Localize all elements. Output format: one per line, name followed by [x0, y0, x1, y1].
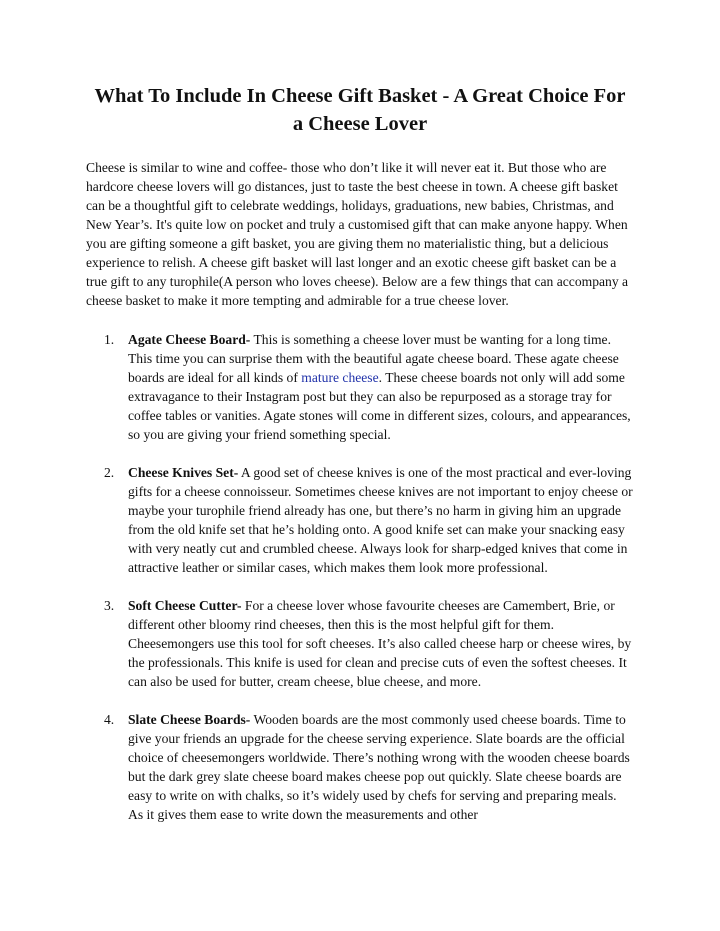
list-item-number: 1. [104, 332, 115, 347]
list-item-heading: Soft Cheese Cutter- [128, 598, 242, 613]
mature-cheese-link[interactable]: mature cheese [301, 370, 379, 385]
list-item-agate-cheese-board [86, 330, 634, 444]
list-item-soft-cheese-cutter [86, 596, 634, 691]
list-item-number: 3. [104, 598, 115, 613]
list-item-text: For a cheese lover whose favourite cheeses are Camembert, Brie, or different other bloomy rind cheeses, then this is the most helpful gift for them. Cheesemongers use this tool for soft cheeses. It’s also called cheese harp or cheese wires, by the professionals. This knife is used for clean and precise cuts of even the softest cheeses. It can also be used for butter, cream cheese, blue cheese, and more. [128, 598, 632, 689]
list-item-number: 2. [104, 465, 115, 480]
list-item-number: 4. [104, 712, 115, 727]
list-item-cheese-knives-set [86, 463, 634, 577]
list-item-text: Wooden boards are the most commonly used cheese boards. Time to give your friends an upgrade for the cheese serving experience. Slate boards are the official choice of cheesemongers worldwide. There’s nothing wrong with the wooden cheese boards but the dark grey slate cheese board makes cheese pop out quickly. Slate cheese boards are easy to write on with chalks, so it’s widely used by chefs for serving and preparing meals. As it gives them ease to write down the measurements and other [128, 712, 630, 822]
gift-list [86, 330, 634, 824]
list-item-heading: Agate Cheese Board- [128, 332, 251, 347]
intro-paragraph: Cheese is similar to wine and coffee- those who don’t like it will never eat it. But those who are hardcore cheese lovers will go distances, just to taste the best cheese in town. A cheese gift basket can be a thoughtful gift to celebrate weddings, holidays, graduations, new babies, Christmas, and New Year’s. It's quite low on pocket and truly a customised gift that can make anyone happy. When you are gifting someone a gift basket, you are giving them no materialistic thing, but a delicious experience to relish. A cheese gift basket will last longer and an exotic cheese gift basket can be a true gift to any turophile(A person who loves cheese). Below are a few things that can accompany a cheese basket to make it more tempting and admirable for a true cheese lover. [86, 160, 629, 308]
list-item-slate-cheese-boards [86, 710, 634, 824]
list-item-text: This is something a cheese lover must be wanting for a long time. This time you can surprise them with the beautiful agate cheese board. These agate cheese boards are ideal for all kinds of [128, 332, 619, 385]
list-item-heading: Slate Cheese Boards- [128, 712, 251, 727]
list-item-heading: Cheese Knives Set- [128, 465, 239, 480]
list-item-text: A good set of cheese knives is one of the most practical and ever-loving gifts for a cheese connoisseur. Sometimes cheese knives are not important to enjoy cheese or maybe your turophile friend already has one, but there’s no harm in giving him an upgrade from the old knife set that he’s holding onto. A good knife set can make your snacking easy with very neatly cut and crumbled cheese. Always look for sharp-edged knives that come in attractive leather or similar cases, which makes them look more professional. [128, 465, 633, 575]
document-title: What To Include In Cheese Gift Basket - A Great Choice For a Cheese Lover [94, 85, 626, 135]
list-item-text-continued: . These cheese boards not only will add some extravagance to their Instagram post but they can also be repurposed as a storage tray for coffee tables or vanities. Agate stones will come in different sizes, colours, and appearances, so you are giving your friend something special. [128, 370, 631, 442]
